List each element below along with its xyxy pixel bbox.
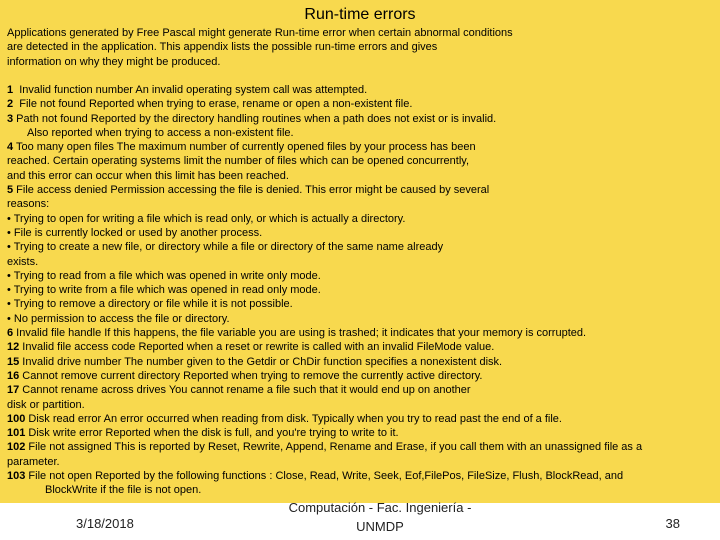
error-description: exists. bbox=[7, 255, 39, 268]
error-description: parameter. bbox=[7, 455, 60, 468]
error-list-line bbox=[7, 83, 715, 97]
error-description: reasons: bbox=[7, 198, 50, 211]
error-description: File not found Reported when trying to erase, rename or open a non-existent file. bbox=[13, 98, 413, 111]
footer-center bbox=[230, 498, 530, 536]
error-list bbox=[7, 83, 715, 498]
error-description: Disk write error Reported when the disk is full, and you're trying to write to it. bbox=[25, 427, 399, 440]
error-list-line bbox=[7, 126, 715, 140]
error-description: Invalid file access code Reported when a reset or rewrite is called with an invalid FileMode value. bbox=[19, 341, 495, 354]
error-list-line bbox=[7, 398, 715, 412]
error-list-line bbox=[7, 326, 715, 340]
error-description: disk or partition. bbox=[7, 398, 85, 411]
error-description: • Trying to create a new file, or directory while a file or directory of the same name already bbox=[7, 241, 444, 254]
error-code: 16 bbox=[7, 369, 20, 382]
error-list-line bbox=[7, 297, 715, 311]
error-list-line bbox=[7, 340, 715, 354]
error-list-line bbox=[7, 140, 715, 154]
footer-date: 3/18/2018 bbox=[76, 516, 134, 531]
error-list-line bbox=[7, 240, 715, 254]
error-list-line bbox=[7, 255, 715, 269]
error-description: File not open Reported by the following functions : Close, Read, Write, Seek, Eof,FilePos, FileSize, Flush, BlockRead, and bbox=[25, 470, 624, 483]
error-list-line bbox=[7, 269, 715, 283]
error-description: Too many open files The maximum number of currently opened files by your process has been bbox=[13, 141, 476, 154]
error-list-line bbox=[7, 383, 715, 397]
error-code: 17 bbox=[7, 384, 20, 397]
error-code: 101 bbox=[7, 427, 26, 440]
error-description: • No permission to access the file or directory. bbox=[7, 312, 230, 325]
error-list-line bbox=[7, 369, 715, 383]
error-list-line bbox=[7, 226, 715, 240]
error-code: 15 bbox=[7, 355, 20, 368]
error-description: Invalid drive number The number given to the Getdir or ChDir function specifies a nonexistent disk. bbox=[19, 355, 503, 368]
error-description: and this error can occur when this limit has been reached. bbox=[7, 169, 289, 182]
intro-paragraph bbox=[7, 26, 712, 69]
error-description: • Trying to open for writing a file which is read only, or which is actually a directory. bbox=[7, 212, 406, 225]
error-code: 103 bbox=[7, 470, 26, 483]
error-code: 5 bbox=[7, 184, 14, 197]
intro-line: Applications generated by Free Pascal might generate Run-time error when certain abnormal conditions bbox=[7, 27, 513, 39]
error-description: reached. Certain operating systems limit the number of files which can be opened concurrently, bbox=[7, 155, 470, 168]
error-description: File access denied Permission accessing the file is denied. This error might be caused by several bbox=[13, 184, 490, 197]
intro-line: are detected in the application. This appendix lists the possible run-time errors and gives bbox=[7, 41, 438, 54]
error-list-line bbox=[7, 469, 715, 483]
slide-title: Run-time errors bbox=[304, 6, 416, 23]
error-description: Cannot rename across drives You cannot rename a file such that it would end up on another bbox=[19, 384, 471, 397]
error-description: Invalid function number An invalid operating system call was attempted. bbox=[13, 84, 368, 96]
error-description: • Trying to read from a file which was opened in write only mode. bbox=[7, 269, 321, 282]
error-code: 2 bbox=[7, 98, 14, 111]
error-description: BlockWrite if the file is not open. bbox=[45, 484, 202, 497]
error-code: 1 bbox=[7, 84, 14, 96]
error-list-line bbox=[7, 283, 715, 297]
error-description: Path not found Reported by the directory handling routines when a path does not exist or is invalid. bbox=[13, 112, 497, 125]
error-list-line bbox=[7, 154, 715, 168]
error-code: 102 bbox=[7, 441, 26, 454]
intro-line: information on why they might be produced. bbox=[7, 55, 221, 68]
error-list-line bbox=[7, 355, 715, 369]
error-description: File not assigned This is reported by Reset, Rewrite, Append, Rename and Erase, if you call them with an unassigned file as a bbox=[25, 441, 643, 454]
error-code: 4 bbox=[7, 141, 14, 154]
error-description: Disk read error An error occurred when reading from disk. Typically when you try to read past the end of a file. bbox=[25, 412, 562, 425]
error-description: • Trying to write from a file which was opened in read only mode. bbox=[7, 284, 321, 297]
error-list-line bbox=[7, 440, 715, 454]
error-description: Also reported when trying to access a non-existent file. bbox=[27, 126, 294, 139]
error-description: Invalid file handle If this happens, the file variable you are using is trashed; it indicates that your memory is corrupted. bbox=[13, 327, 587, 340]
error-code: 12 bbox=[7, 341, 20, 354]
error-list-line bbox=[7, 112, 715, 126]
error-list-line bbox=[7, 169, 715, 183]
error-description: • File is currently locked or used by another process. bbox=[7, 226, 263, 239]
error-code: 6 bbox=[7, 327, 14, 340]
error-list-line bbox=[7, 483, 715, 497]
error-list-line bbox=[7, 412, 715, 426]
footer-center-line: Computación - Fac. Ingeniería - bbox=[288, 500, 472, 515]
footer-page-number: 38 bbox=[665, 516, 680, 531]
footer-center-line: UNMDP bbox=[356, 519, 404, 534]
error-list-line bbox=[7, 455, 715, 469]
error-list-line bbox=[7, 197, 715, 211]
error-list-line bbox=[7, 212, 715, 226]
error-list-line bbox=[7, 97, 715, 111]
error-list-line bbox=[7, 426, 715, 440]
error-code: 3 bbox=[7, 112, 14, 125]
error-list-line bbox=[7, 183, 715, 197]
error-list-line bbox=[7, 312, 715, 326]
error-code: 100 bbox=[7, 412, 26, 425]
error-description: Cannot remove current directory Reported when trying to remove the currently active directory. bbox=[19, 369, 483, 382]
error-description: • Trying to remove a directory or file while it is not possible. bbox=[7, 298, 293, 311]
